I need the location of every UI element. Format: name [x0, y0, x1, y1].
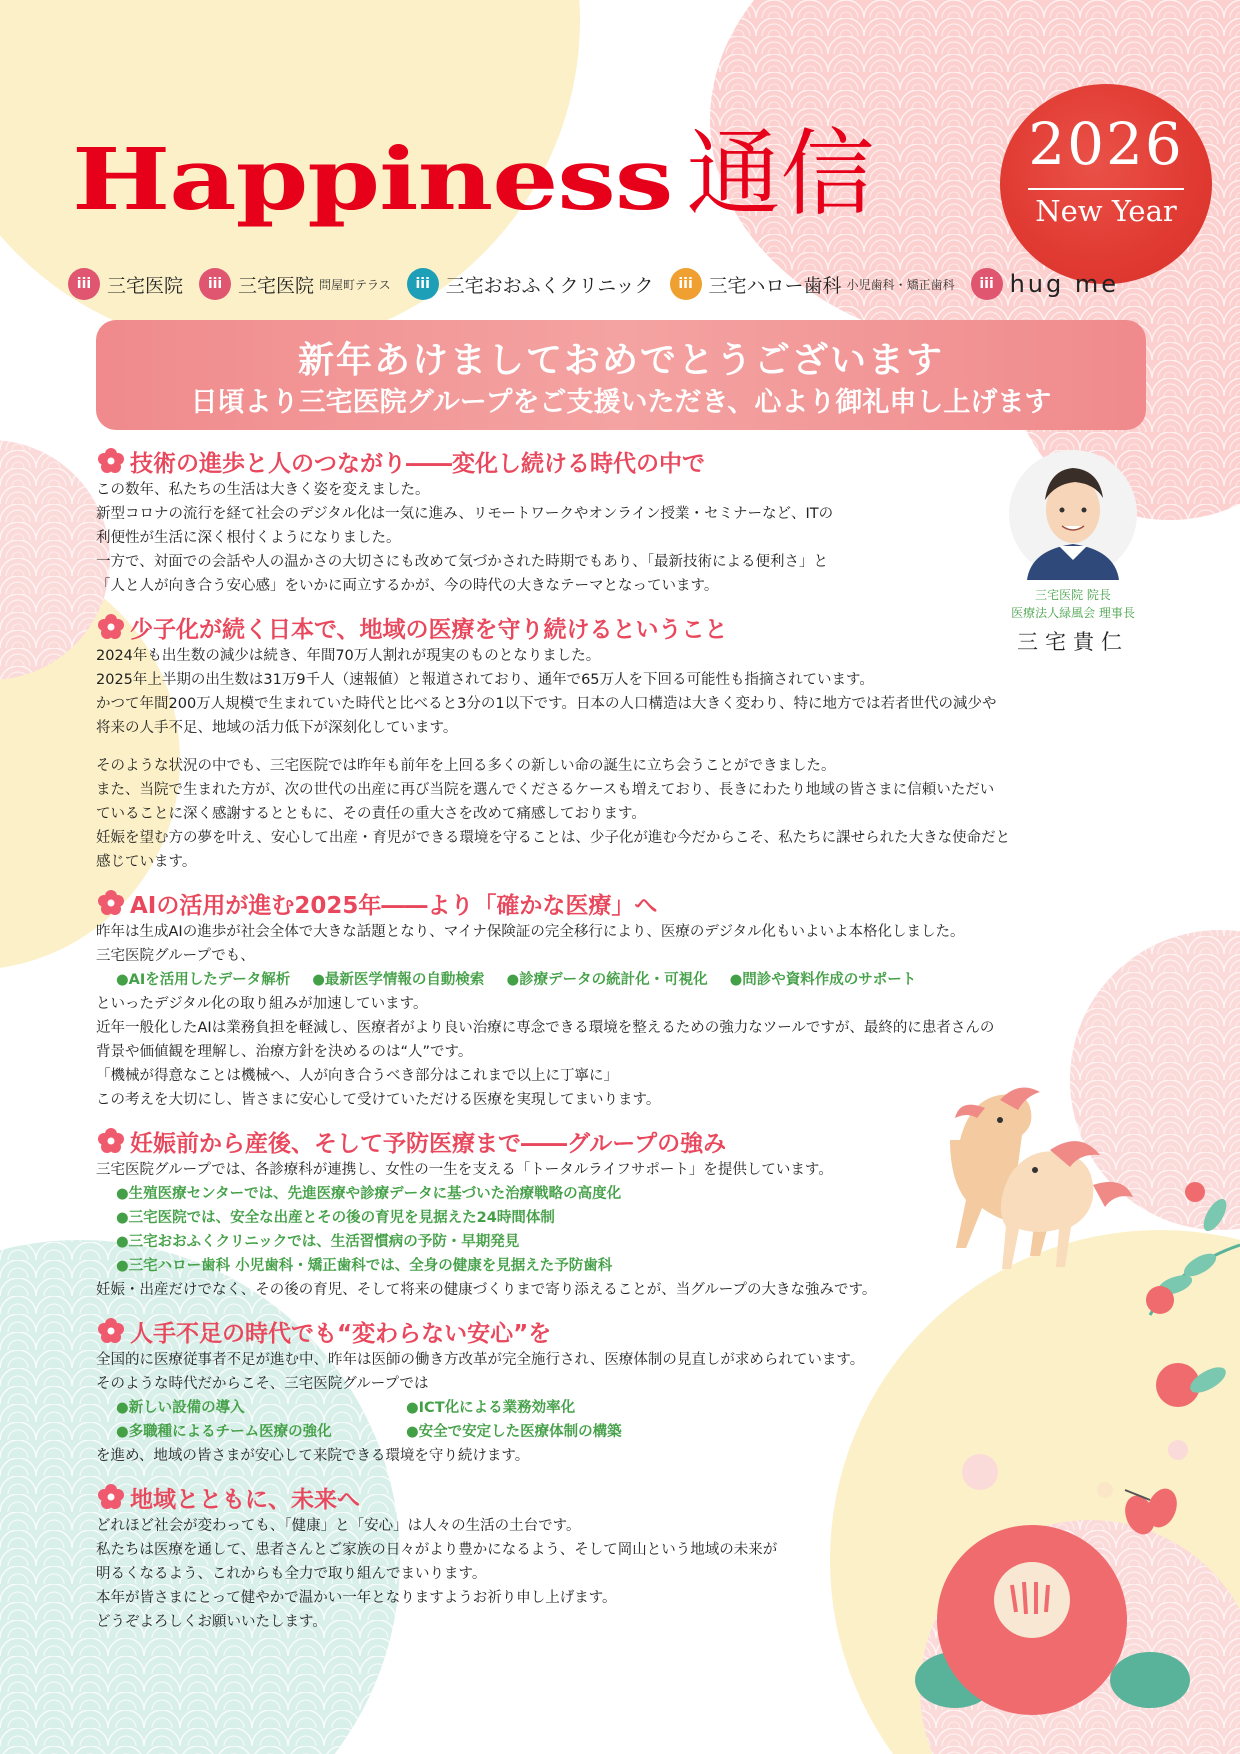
paragraph-line: を進め、地域の皆さまが安心して来院できる環境を守り続けます。: [96, 1448, 530, 1464]
paragraph-line: といったデジタル化の取り組みが加速しています。: [96, 996, 428, 1012]
bullet-row: [96, 968, 1010, 992]
bullet-item: ●新しい設備の導入: [116, 1400, 245, 1416]
title-happiness: Happiness: [72, 128, 673, 230]
director-name: 三宅貴仁: [1017, 630, 1129, 654]
paragraph-line: どうぞよろしくお願いいたします。: [96, 1614, 327, 1630]
section-title-text: 技術の進歩と人のつながり――変化し続ける時代の中で: [130, 450, 705, 477]
paragraph-line: 「機械が得意なことは機械へ、人が向き合うべき部分はこれまで以上に丁寧に」: [96, 1068, 618, 1084]
bullet-item: ●多職種によるチーム医療の強化: [116, 1424, 332, 1440]
section-title: [98, 1480, 1010, 1514]
section-technology: [96, 444, 1010, 598]
section-title-text: 地域とともに、未来へ: [130, 1486, 360, 1513]
bullet-list: [116, 1182, 1010, 1278]
section-title: [98, 1124, 1010, 1158]
clinic-logo-icon: iii: [68, 268, 100, 300]
section-title-text: 少子化が続く日本で、地域の医療を守り続けるということ: [130, 616, 728, 643]
paragraph-line: そのような時代だからこそ、三宅医院グループでは: [96, 1376, 429, 1392]
flower-bullet-icon: [98, 1484, 124, 1510]
bullet-item: ●三宅おおふくクリニックでは、生活習慣病の予防・早期発見: [116, 1234, 520, 1250]
bullet-grid: [116, 1396, 1010, 1444]
paragraph-line: 妊娠を望む方の夢を叶え、安心して出産・育児ができる環境を守ることは、少子化が進む今だからこそ、私たちに課せられた大きな使命だと: [96, 830, 1011, 846]
bullet-item: ●最新医学情報の自動検索: [312, 972, 485, 988]
section-group-strength: [96, 1124, 1010, 1302]
paragraph-line: 三宅医院グループでも、: [96, 948, 255, 964]
bullet-item: ●三宅ハロー歯科 小児歯科・矯正歯科では、全身の健康を見据えた予防歯科: [116, 1258, 613, 1274]
clinic-hug-me: [971, 268, 1119, 300]
paragraph-line: どれほど社会が変わっても、「健康」と「安心」は人々の生活の土台です。: [96, 1518, 581, 1534]
clinic-oofuku: [407, 268, 654, 300]
section-future: [96, 1480, 1010, 1634]
paragraph-line: 一方で、対面での会話や人の温かさの大切さにも改めて気づかされた時期でもあり、「最新技術による便利さ」と: [96, 554, 828, 570]
new-year-badge: [1000, 84, 1212, 284]
bullet-item: ●ICT化による業務効率化: [406, 1400, 576, 1416]
paragraph-line: 利便性が生活に深く根付くようになりました。: [96, 530, 401, 546]
clinic-name: 三宅医院: [238, 274, 315, 297]
title-tsushin: 通信: [686, 120, 875, 229]
paragraph-line: 近年一般化したAIは業務負担を軽減し、医療者がより良い治療に専念できる環境を整えるための強力なツールですが、最終的に患者さんの: [96, 1020, 995, 1036]
badge-year: 2026: [1028, 110, 1184, 178]
section-title: [98, 886, 1010, 920]
paragraph-line: 妊娠・出産だけでなく、その後の育児、そして将来の健康づくりまで寄り添えることが、当グループの大きな強みです。: [96, 1282, 877, 1298]
clinic-logo-icon: iii: [971, 268, 1003, 300]
clinic-logo-icon: iii: [407, 268, 439, 300]
badge-text: New Year: [1035, 194, 1177, 228]
banner-line-2: 日頃より三宅医院グループをご支援いただき、心より御礼申し上げます: [190, 387, 1052, 418]
flower-bullet-icon: [98, 448, 124, 474]
director-card: [984, 448, 1162, 656]
section-title-text: 妊娠前から産後、そして予防医療まで――グループの強み: [130, 1130, 727, 1157]
badge-divider: [1028, 188, 1184, 190]
paragraph-line: 明るくなるよう、これからも全力で取り組んでまいります。: [96, 1566, 487, 1582]
clinic-sub: 問屋町テラス: [319, 277, 391, 292]
flower-bullet-icon: [98, 614, 124, 640]
clinic-name: 三宅医院: [107, 274, 184, 297]
clinic-sub: 小児歯科・矯正歯科: [846, 277, 955, 292]
paragraph-line: そのような状況の中でも、三宅医院では昨年も前年を上回る多くの新しい命の誕生に立ち会うことができました。: [96, 758, 836, 774]
paragraph-line: また、当院で生まれた方が、次の世代の出産に再び当院を選んでくださるケースも増えており、長きにわたり地域の皆さまに信頼いただい: [96, 782, 995, 798]
clinic-miyake-hospital: [68, 268, 183, 300]
newsletter-body: [96, 444, 1010, 1646]
paragraph-line: 感じています。: [96, 854, 197, 870]
flower-bullet-icon: [98, 890, 124, 916]
bullet-item: ●安全で安定した医療体制の構築: [406, 1424, 622, 1440]
section-title-text: AIの活用が進む2025年――より「確かな医療」へ: [130, 892, 658, 919]
bullet-item: ●三宅医院では、安全な出産とその後の育児を見据えた24時間体制: [116, 1210, 555, 1226]
paragraph-line: 背景や価値観を理解し、治療方針を決めるのは“人”です。: [96, 1044, 473, 1060]
paragraph-line: かつて年間200万人規模で生まれていた時代と比べると3分の1以下です。日本の人口構造は大きく変わり、特に地方では若者世代の減少や: [96, 696, 997, 712]
paragraph-line: ていることに深く感謝するとともに、その責任の重大さを改めて痛感しております。: [96, 806, 646, 822]
greeting-banner: [96, 320, 1146, 430]
section-ai: [96, 886, 1010, 1112]
section-staff-shortage: [96, 1314, 1010, 1468]
page-title: [72, 118, 875, 230]
paragraph-line: 私たちは医療を通して、患者さんとご家族の日々がより豊かになるよう、そして岡山という地域の未来が: [96, 1542, 778, 1558]
clinic-name: 三宅ハロー歯科: [708, 274, 842, 297]
clinic-hello-dental: [670, 268, 955, 300]
paragraph-line: 2024年も出生数の減少は続き、年間70万人割れが現実のものとなりました。: [96, 648, 601, 664]
paragraph-line: 三宅医院グループでは、各診療科が連携し、女性の一生を支える「トータルライフサポート」を提供しています。: [96, 1162, 833, 1178]
section-title-text: 人手不足の時代でも“変わらない安心”を: [130, 1320, 552, 1347]
bullet-item: ●問診や資料作成のサポート: [729, 972, 917, 988]
paragraph-line: この考えを大切にし、皆さまに安心して受けていただける医療を実現してまいります。: [96, 1092, 661, 1108]
section-title: [98, 1314, 1010, 1348]
bullet-item: ●診療データの統計化・可視化: [506, 972, 708, 988]
flower-bullet-icon: [98, 1318, 124, 1344]
bullet-item: ●AIを活用したデータ解析: [116, 972, 291, 988]
director-portrait: [1007, 448, 1139, 580]
paragraph-line: この数年、私たちの生活は大きく姿を変えました。: [96, 482, 430, 498]
paragraph-line: 「人と人が向き合う安心感」をいかに両立するかが、今の時代の大きなテーマとなっています。: [96, 578, 719, 594]
paragraph-line: 2025年上半期の出生数は31万9千人（速報値）と報道されており、通年で65万人を下回る可能性も指摘されています。: [96, 672, 874, 688]
banner-line-1: 新年あけましておめでとうございます: [297, 340, 944, 381]
clinic-logo-icon: iii: [670, 268, 702, 300]
clinic-list: [68, 268, 1135, 300]
director-role-1: 三宅医院 院長: [1035, 588, 1111, 602]
bullet-item: ●生殖医療センターでは、先進医療や診療データに基づいた治療戦略の高度化: [116, 1186, 622, 1202]
clinic-name: hug me: [1009, 270, 1120, 298]
clinic-logo-icon: iii: [199, 268, 231, 300]
paragraph-line: 本年が皆さまにとって健やかで温かい一年となりますようお祈り申し上げます。: [96, 1590, 617, 1606]
section-birthrate: [96, 610, 1010, 874]
section-title: [98, 610, 1010, 644]
paragraph-line: 将来の人手不足、地域の活力低下が深刻化しています。: [96, 720, 458, 736]
flower-bullet-icon: [98, 1128, 124, 1154]
paragraph-line: 昨年は生成AIの進歩が社会全体で大きな話題となり、マイナ保険証の完全移行により、医療のデジタル化もいよいよ本格化しました。: [96, 924, 965, 940]
clinic-name: 三宅おおふくクリニック: [445, 274, 654, 297]
paragraph-line: 新型コロナの流行を経て社会のデジタル化は一気に進み、リモートワークやオンライン授業・セミナーなど、ITの: [96, 506, 834, 522]
clinic-miyake-toiyamachi: [199, 268, 391, 300]
paragraph-line: 全国的に医療従事者不足が進む中、昨年は医師の働き方改革が完全施行され、医療体制の見直しが求められています。: [96, 1352, 865, 1368]
section-title: [98, 444, 1010, 478]
director-role-2: 医療法人緑風会 理事長: [1011, 606, 1135, 620]
